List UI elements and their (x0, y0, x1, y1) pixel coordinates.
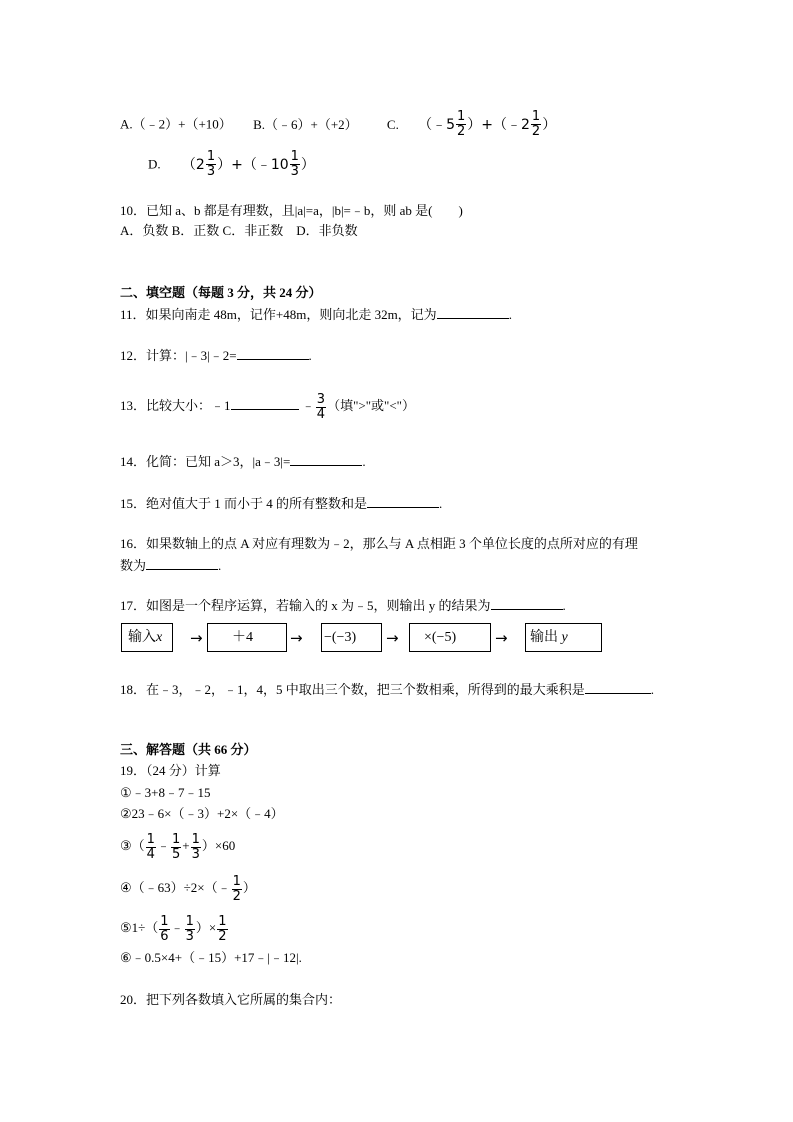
fraction (171, 833, 181, 862)
q19-part5 (120, 912, 229, 944)
flow-box-output (525, 623, 602, 652)
q9-option-c-label: C. (386, 116, 399, 132)
numerator: 1 (206, 149, 216, 164)
flow-box-multiply: ×(−5) (409, 623, 491, 652)
fraction (206, 150, 216, 179)
q12-text: 12．计算：|﹣3|﹣2= (120, 348, 237, 363)
expr-part: ） (242, 880, 256, 895)
q19-part1: ①﹣3+8﹣7﹣15 (120, 785, 211, 800)
flow-box-subtract: −(−3) (321, 623, 382, 652)
expr-part: ） (542, 116, 557, 133)
numerator: 1 (160, 913, 169, 929)
fraction (146, 833, 156, 862)
denominator: 2 (232, 888, 241, 904)
q19-part4 (120, 872, 256, 904)
q11-text: 11．如果向南走 48m，记作+48m，则向北走 32m，记为 (120, 307, 437, 322)
q16-line1: 16．如果数轴上的点 A 对应有理数为﹣2，那么与 A 点相距 3 个单位长度的点所对应的有理 (120, 536, 638, 551)
q10-options: A．负数 B．正数 C．非正数 D．非负数 (120, 223, 358, 238)
q19-part6: ⑥﹣0.5×4+（﹣15）+17﹣|﹣12|. (120, 950, 302, 965)
expr-part: ﹣ (156, 838, 170, 853)
q13-text: 13．比较大小：﹣1 (120, 398, 231, 413)
arrow-icon: → (495, 629, 508, 647)
denominator: 2 (457, 124, 466, 139)
denominator: 5 (171, 846, 181, 862)
answer-blank[interactable] (231, 397, 299, 410)
q18 (120, 681, 654, 698)
section-2-heading: 二、填空题（每题 3 分，共 24 分） (120, 285, 322, 300)
denominator: 2 (531, 124, 541, 139)
numerator: 1 (290, 149, 299, 164)
numerator: 1 (232, 873, 241, 889)
q13-hint: （填">"或"<"） (327, 398, 415, 413)
answer-blank[interactable] (290, 453, 362, 466)
fraction (531, 110, 541, 139)
denominator: 4 (146, 846, 155, 862)
denominator: 2 (218, 928, 227, 944)
answer-blank[interactable] (367, 495, 439, 508)
minus-sign: ﹣ (301, 398, 315, 413)
answer-blank[interactable] (585, 681, 651, 694)
expr-part: ﹣ (170, 920, 184, 935)
numerator: 1 (457, 109, 466, 124)
period: . (439, 496, 443, 511)
q9-option-d (148, 150, 315, 179)
q15-text: 15．绝对值大于 1 而小于 4 的所有整数和是 (120, 496, 368, 511)
expr-part: ）+（﹣2 (467, 116, 530, 133)
answer-blank[interactable] (237, 347, 309, 360)
numerator: 1 (171, 831, 181, 847)
q16-line2 (120, 557, 221, 574)
numerator: 3 (316, 391, 326, 407)
q19-stem: 19．（24 分）计算 (120, 763, 221, 778)
numerator: 1 (146, 831, 155, 847)
answer-blank[interactable] (146, 557, 218, 570)
period: . (218, 558, 222, 573)
denominator: 3 (290, 164, 299, 179)
flow-box-add: ＋4 (207, 623, 287, 652)
numerator: 1 (218, 913, 227, 929)
q10-stem: 10．已知 a、b 都是有理数，且|a|=a，|b|=﹣b，则 ab 是( ) (120, 203, 463, 218)
fraction (185, 915, 195, 944)
expr-part: ）+（﹣10 (217, 156, 289, 173)
expr-part: （﹣5 (418, 116, 455, 133)
denominator: 3 (185, 928, 194, 944)
q17 (120, 597, 566, 614)
box-var: x (156, 630, 163, 645)
denominator: 4 (316, 406, 326, 422)
expr-part: ）× (195, 920, 217, 935)
numerator: 1 (185, 913, 194, 929)
q17-text: 17．如图是一个程序运算，若输入的 x 为﹣5，则输出 y 的结果为 (120, 598, 491, 613)
numerator: 1 (531, 109, 541, 124)
answer-blank[interactable] (437, 306, 509, 319)
fraction (232, 875, 242, 904)
q14-text: 14．化简：已知 a＞3，|a﹣3|= (120, 454, 291, 469)
q13 (120, 390, 415, 422)
fraction (456, 110, 466, 139)
numerator: 1 (191, 831, 200, 847)
period: . (562, 598, 566, 613)
expr-part: ③（ (120, 838, 145, 853)
fraction (159, 915, 169, 944)
answer-blank[interactable] (491, 597, 563, 610)
denominator: 6 (160, 928, 169, 944)
q9-option-a: A.（﹣2）+（+10） (120, 116, 232, 132)
box-label: 输出 (530, 630, 558, 645)
expr-part: ④（﹣63）÷2×（﹣ (120, 880, 231, 895)
expr-part: ）×60 (201, 838, 236, 853)
flow-box-input (121, 623, 173, 652)
q20-stem: 20．把下列各数填入它所属的集合内： (120, 992, 342, 1007)
period: . (308, 348, 312, 363)
q19-part3 (120, 830, 235, 862)
q9-option-b: B.（﹣6）+（+2） (253, 116, 358, 132)
fraction (290, 150, 300, 179)
period: . (650, 682, 655, 697)
denominator: 3 (206, 164, 216, 179)
expr-part: + (182, 838, 190, 853)
q9-option-c (418, 109, 557, 139)
section-3-heading: 三、解答题（共 66 分） (120, 742, 257, 757)
q11 (120, 306, 512, 323)
box-label: 输入 (128, 630, 156, 645)
period: . (362, 454, 366, 469)
q9-option-d-label: D. (148, 156, 161, 172)
q12 (120, 347, 312, 364)
q15 (120, 495, 442, 512)
q19-part2: ②23﹣6×（﹣3）+2×（﹣4） (120, 806, 284, 821)
arrow-icon: → (190, 629, 203, 647)
expr-part: （2 (181, 156, 205, 173)
arrow-icon: → (290, 629, 303, 647)
expr-part: ） (300, 156, 315, 173)
fraction (217, 915, 227, 944)
period: . (508, 307, 512, 322)
arrow-icon: → (386, 629, 399, 647)
box-var: y (561, 630, 568, 645)
denominator: 3 (191, 846, 200, 862)
fraction (316, 393, 326, 422)
q9-option-d-expr (181, 149, 315, 179)
expr-part: ⑤1÷（ (120, 920, 159, 935)
q18-text: 18．在﹣3，﹣2，﹣1，4，5 中取出三个数，把三个数相乘，所得到的最大乘积是 (120, 682, 585, 697)
fraction (191, 833, 201, 862)
q14 (120, 453, 366, 470)
q16-text: 数为 (120, 558, 147, 573)
q9-options-abc (120, 110, 556, 139)
